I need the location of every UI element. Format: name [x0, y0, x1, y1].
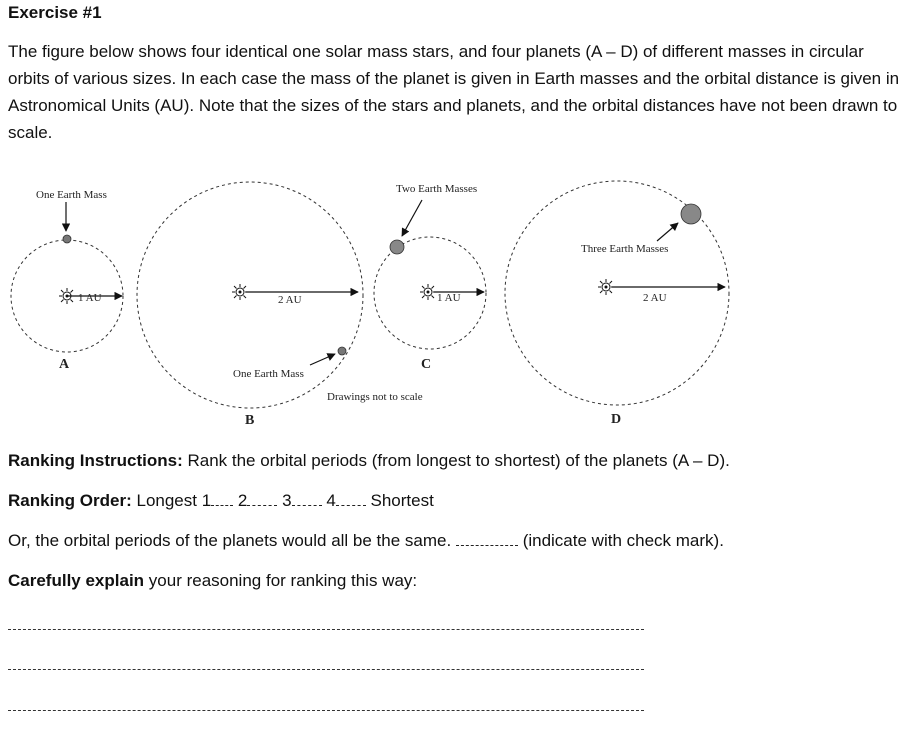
- distance-label-a: 1 AU: [78, 292, 102, 304]
- mass-label-d: Three Earth Masses: [581, 243, 669, 255]
- system-c: [374, 183, 486, 372]
- distance-label-c: 1 AU: [437, 292, 461, 304]
- distance-label-d: 2 AU: [643, 292, 667, 304]
- rank-3-label: 3: [282, 491, 292, 510]
- system-letter-a: A: [59, 357, 70, 372]
- system-letter-d: D: [611, 412, 622, 427]
- ranking-instructions: [8, 451, 730, 471]
- explain-rest: your reasoning for ranking this way:: [144, 571, 418, 590]
- intro-paragraph: The figure below shows four identical one solar mass stars, and four planets (A – D) of different masses in circular orbits of various sizes. In each case the mass of the planet is given in Earth masses and the orbital distance is given in Astronomical Units (AU). Note that the sizes of the stars and planets, and the orbital distances have not been drawn to scale.: [8, 42, 900, 142]
- rank-2-blank[interactable]: [247, 491, 277, 506]
- mass-label-b: One Earth Mass: [233, 368, 304, 380]
- ranking-order-label: Ranking Order:: [8, 491, 132, 510]
- rank-1-blank[interactable]: [211, 491, 233, 506]
- ranking-order: [8, 491, 434, 511]
- same-period-text: Or, the orbital periods of the planets would all be the same.: [8, 531, 452, 550]
- longest-label: Longest 1: [136, 491, 212, 510]
- orbit-c: [374, 237, 486, 349]
- answer-line-2[interactable]: [8, 669, 644, 670]
- mass-label-c: Two Earth Masses: [396, 183, 478, 195]
- same-period-line: [8, 531, 724, 551]
- rank-4-label: 4: [326, 491, 336, 510]
- mass-pointer-c: [402, 200, 422, 236]
- system-d: [505, 181, 729, 427]
- ranking-instructions-text: Rank the orbital periods (from longest to shortest) of the planets (A – D).: [182, 451, 730, 470]
- explain-bold: Carefully explain: [8, 571, 145, 590]
- mass-label-a: One Earth Mass: [36, 189, 107, 201]
- distance-label-b: 2 AU: [278, 294, 302, 306]
- mass-pointer-d: [657, 223, 678, 241]
- ranking-instructions-label: Ranking Instructions:: [8, 451, 183, 470]
- system-a: [11, 189, 123, 372]
- rank-3-blank[interactable]: [292, 491, 322, 506]
- exercise-title: Exercise #1: [8, 3, 102, 22]
- planet-d: [681, 204, 701, 224]
- rank-4-blank[interactable]: [336, 491, 366, 506]
- planet-b: [338, 347, 346, 355]
- planet-a: [63, 235, 71, 243]
- shortest-label: Shortest: [370, 491, 434, 510]
- orbit-figure: [0, 170, 911, 435]
- answer-line-3[interactable]: [8, 710, 644, 711]
- planet-c: [390, 240, 404, 254]
- rank-2-label: 2: [237, 491, 248, 510]
- star-b: [232, 284, 248, 300]
- answer-line-1[interactable]: [8, 629, 644, 630]
- scale-note: Drawings not to scale: [327, 391, 423, 403]
- mass-pointer-b: [310, 354, 335, 365]
- explain-prompt: [8, 571, 417, 591]
- star-c: [420, 284, 436, 300]
- system-letter-c: C: [421, 357, 432, 372]
- same-period-checkbox[interactable]: [456, 531, 518, 546]
- star-d: [598, 279, 614, 295]
- same-period-hint: (indicate with check mark).: [522, 531, 724, 550]
- system-letter-b: B: [245, 413, 255, 428]
